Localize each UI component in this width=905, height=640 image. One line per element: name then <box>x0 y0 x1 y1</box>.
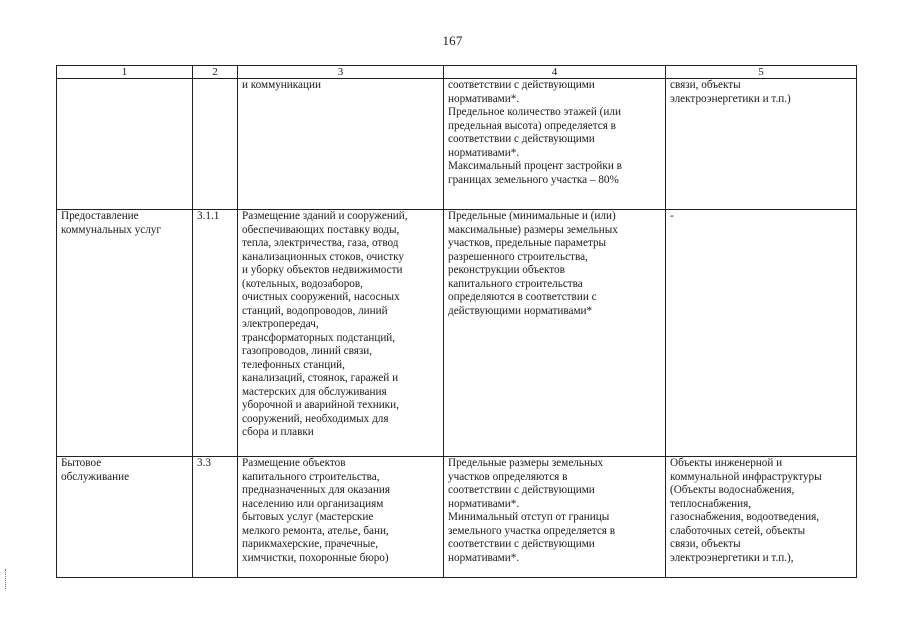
auxiliary-cell: - <box>666 210 857 457</box>
table-row <box>57 210 857 457</box>
table-row <box>57 79 857 210</box>
table-header-row <box>57 66 857 79</box>
use-description-cell: Размещение зданий и сооружений, обеспечивающих поставку воды, тепла, электричества, газа, отвод канализационных стоков, очистку и уборку объектов недвижимости (котельных, водозаборов, очистных сооружений, насосных станций, водопроводов, линий электропередач, трансформаторных подстанций, газопроводов, линий связи, телефонных станций, канализаций, стоянок, гаражей и мастерских для обслуживания уборочной и аварийной техники, сооружений, необходимых для сбора и плавки <box>238 210 444 457</box>
table-row <box>57 457 857 578</box>
column-header-3: 3 <box>238 66 444 79</box>
auxiliary-cell: Объекты инженерной и коммунальной инфраструктуры (Объекты водоснабжения, теплоснабжения, газоснабжения, водоотведения, слаботочных сетей, объекты связи, объекты электроэнергетики и т.п.), <box>666 457 857 578</box>
column-header-5: 5 <box>666 66 857 79</box>
parameters-cell: Предельные (минимальные и (или) максимальные) размеры земельных участков, предельные параметры разрешенного строительства, реконструкции объектов капитального строительства определяются в соответствии с действующими нормативами* <box>444 210 666 457</box>
parameters-cell: соответствии с действующими нормативами*. Предельное количество этажей (или предельная высота) определяется в соответствии с действующими нормативами*. Максимальный процент застройки в границах земельного участка – 80% <box>444 79 666 210</box>
parameters-cell: Предельные размеры земельных участков определяются в соответствии с действующими нормативами*. Минимальный отступ от границы земельного участка определяется в соответствии с действующими нормативами*. <box>444 457 666 578</box>
column-header-2: 2 <box>193 66 238 79</box>
column-header-4: 4 <box>444 66 666 79</box>
use-description-cell: Размещение объектов капитального строительства, предназначенных для оказания населению или организациям бытовых услуг (мастерские мелкого ремонта, ателье, бани, парикмахерские, прачечные, химчистки, похоронные бюро) <box>238 457 444 578</box>
use-name-cell: Бытовое обслуживание <box>57 457 193 578</box>
page-number: 167 <box>442 33 463 48</box>
zoning-table <box>56 65 857 578</box>
use-name-cell <box>57 79 193 210</box>
use-code-cell: 3.1.1 <box>193 210 238 457</box>
scan-edge-mark <box>5 569 8 589</box>
use-name-cell: Предоставление коммунальных услуг <box>57 210 193 457</box>
use-code-cell: 3.3 <box>193 457 238 578</box>
column-header-1: 1 <box>57 66 193 79</box>
auxiliary-cell: связи, объекты электроэнергетики и т.п.) <box>666 79 857 210</box>
use-code-cell <box>193 79 238 210</box>
use-description-cell: и коммуникации <box>238 79 444 210</box>
